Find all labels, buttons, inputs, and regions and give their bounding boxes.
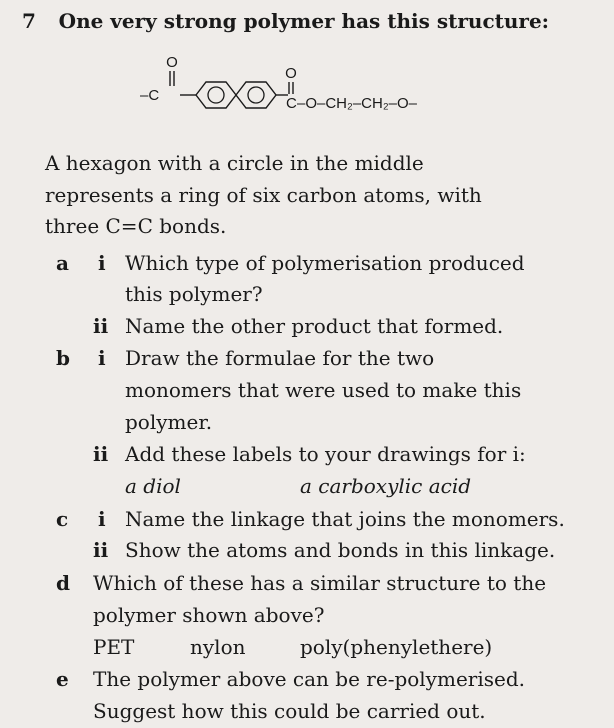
part-b-label-carboxylic-acid: a carboxylic acid — [300, 474, 472, 498]
right-carbonyl-oxygen: O — [285, 65, 297, 82]
intro-line-3: three C=C bonds. — [45, 214, 227, 238]
part-a-ii-text: Name the other product that formed. — [125, 314, 504, 338]
benzene-ring-1-circle — [208, 87, 224, 103]
part-a-i-label: i — [98, 251, 106, 275]
part-d-option-nylon: nylon — [190, 635, 246, 659]
intro-line-2: represents a ring of six carbon atoms, with — [45, 183, 482, 207]
part-b-letter: b — [56, 346, 70, 370]
part-c-ii-text: Show the atoms and bonds in this linkage. — [125, 538, 556, 562]
part-b-i-text-3: polymer. — [125, 410, 213, 434]
benzene-ring-2-circle — [248, 87, 264, 103]
part-b-i-text-2: monomers that were used to make this — [125, 378, 522, 402]
part-d-option-poly: poly(phenylethere) — [300, 635, 493, 659]
benzene-ring-2 — [236, 82, 276, 108]
part-a-letter: a — [56, 251, 69, 275]
part-b-i-text-1: Draw the formulae for the two — [125, 346, 435, 370]
part-e-text-1: The polymer above can be re-polymerised. — [93, 667, 526, 691]
part-c-ii-label: ii — [93, 538, 109, 562]
right-carbonyl-carbon: C — [286, 95, 297, 112]
part-a-i-text-1: Which type of polymerisation produced — [125, 251, 525, 275]
part-e-letter: e — [56, 667, 69, 691]
question-stem-text: One very strong polymer has this structure: — [58, 9, 550, 33]
question-stem — [22, 8, 549, 34]
polymer-structure-diagram — [140, 50, 510, 142]
part-d-letter: d — [56, 571, 70, 595]
part-a-i-text-2: this polymer? — [125, 282, 263, 306]
part-a-ii-label: ii — [93, 314, 109, 338]
part-c-i-text: Name the linkage that joins the monomers. — [125, 507, 565, 531]
part-e-text-2: Suggest how this could be carried out. — [93, 699, 486, 723]
part-b-label-diol: a diol — [125, 474, 181, 498]
left-carbonyl-oxygen: O — [166, 54, 178, 71]
part-b-i-label: i — [98, 346, 106, 370]
part-d-option-pet: PET — [93, 635, 135, 659]
ester-chain: –O–CH₂–CH₂–O– — [297, 95, 418, 112]
left-carbonyl-carbon: –C — [140, 87, 160, 104]
part-b-ii-label: ii — [93, 442, 109, 466]
part-b-ii-text: Add these labels to your drawings for i: — [125, 442, 526, 466]
part-c-letter: c — [56, 507, 69, 531]
question-number: 7 — [22, 9, 36, 33]
part-d-text-2: polymer shown above? — [93, 603, 325, 627]
benzene-ring-1 — [196, 82, 236, 108]
part-c-i-label: i — [98, 507, 106, 531]
intro-line-1: A hexagon with a circle in the middle — [45, 151, 424, 175]
part-d-text-1: Which of these has a similar structure to the — [93, 571, 547, 595]
